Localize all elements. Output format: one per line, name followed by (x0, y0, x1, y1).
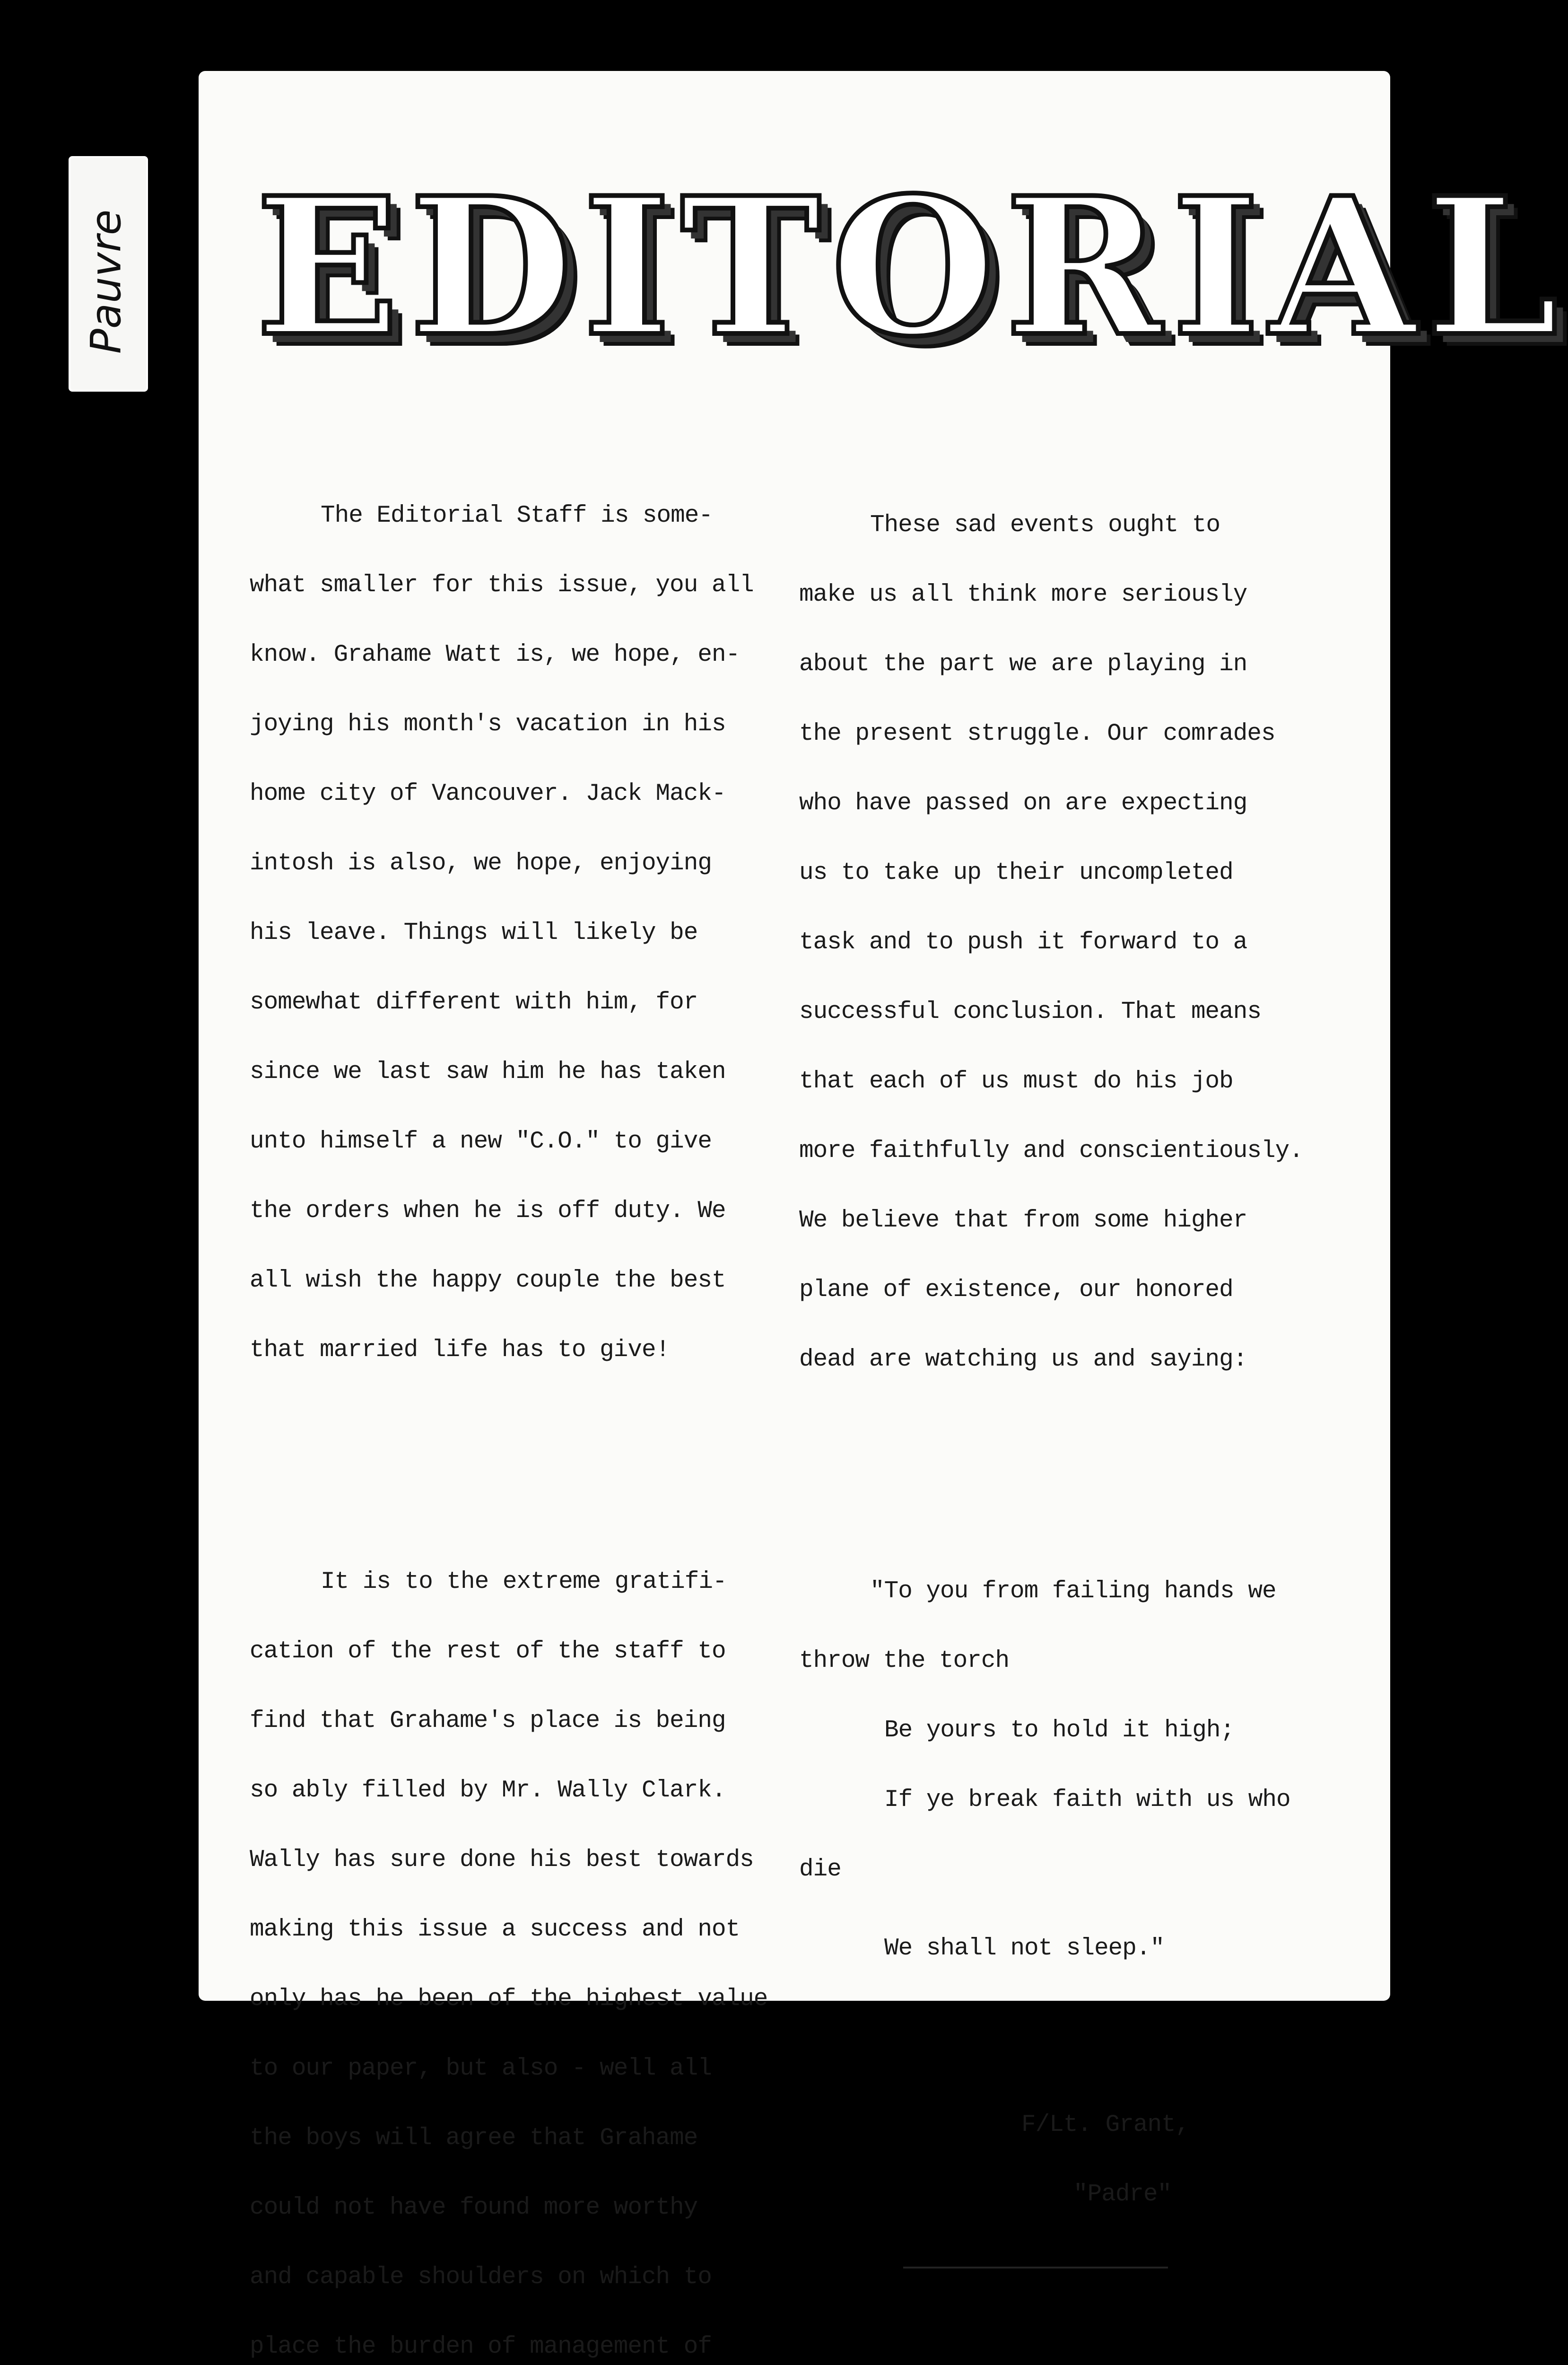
text-line: We believe that from some higher (799, 1207, 1247, 1234)
text-line: the present struggle. Our comrades (799, 720, 1275, 747)
text-line: It is to the extreme gratifi- (321, 1568, 727, 1595)
text-line: the orders when he is off duty. We (250, 1198, 726, 1225)
poem-line: throw the torch (799, 1647, 1010, 1674)
text-line: could not have found more worthy (250, 2194, 698, 2221)
text-line: The Editorial Staff is some- (321, 502, 713, 529)
section-divider (903, 2267, 1168, 2269)
text-line: unto himself a new "C.O." to give (250, 1128, 712, 1155)
signature-name: F/Lt. Grant, (1021, 2111, 1190, 2138)
signature-title: "Padre" (1073, 2181, 1172, 2208)
paragraph-sad-events (799, 467, 1376, 1418)
masthead (255, 156, 1568, 378)
text-line: make us all think more seriously (799, 581, 1247, 608)
text-line: know. Grahame Watt is, we hope, en- (250, 641, 740, 668)
archive-tag (69, 156, 148, 392)
poem-flanders-fields (799, 1533, 1376, 2006)
text-line: dead are watching us and saying: (799, 1346, 1247, 1373)
text-line: what smaller for this issue, you all (250, 572, 754, 599)
text-line: making this issue a success and not (250, 1916, 740, 1943)
poem-line: If ye break faith with us who (884, 1787, 1290, 1813)
text-line: us to take up their uncompleted (799, 859, 1233, 886)
text-line: successful conclusion. That means (799, 999, 1261, 1025)
text-line: to our paper, but also - well all (250, 2055, 712, 2082)
text-line: joying his month's vacation in his (250, 711, 726, 738)
text-line: cation of the rest of the staff to (250, 1638, 726, 1665)
text-line: his leave. Things will likely be (250, 920, 698, 946)
text-line: place the burden of management of (250, 2333, 712, 2360)
text-line: about the part we are playing in (799, 651, 1247, 678)
text-line: task and to push it forward to a (799, 929, 1247, 956)
right-column (799, 421, 1376, 2365)
text-line: since we last saw him he has taken (250, 1059, 726, 1086)
text-line: that married life has to give! (250, 1337, 670, 1364)
text-line: find that Grahame's place is being (250, 1708, 726, 1734)
text-line: plane of existence, our honored (799, 1277, 1233, 1304)
poem-line: We shall not sleep." (884, 1935, 1165, 1962)
masthead-title: EDITORIAL (255, 156, 1568, 378)
paragraph-staff-news (250, 458, 812, 1408)
text-line: who have passed on are expecting (799, 790, 1247, 817)
text-line: the boys will agree that Grahame (250, 2125, 698, 2152)
text-line: that each of us must do his job (799, 1068, 1233, 1095)
left-column (250, 412, 812, 2365)
text-line: Wally has sure done his best towards (250, 1847, 754, 1874)
poem-line: die (799, 1856, 841, 1883)
text-line: intosh is also, we hope, enjoying (250, 850, 712, 877)
text-line: so ably filled by Mr. Wally Clark. (250, 1777, 726, 1804)
text-line: more faithfully and conscientiously. (799, 1138, 1303, 1165)
text-line: and capable shoulders on which to (250, 2264, 712, 2291)
poem-line: Be yours to hold it high; (884, 1717, 1235, 1744)
text-line: home city of Vancouver. Jack Mack- (250, 780, 726, 807)
archive-tag-label: Pauvre (81, 209, 131, 354)
text-line: only has he been of the highest value (250, 1986, 768, 2013)
paragraph-wally-clark (250, 1524, 812, 2365)
poem-line: "To you from failing hands we (870, 1578, 1276, 1605)
document-page (199, 71, 1568, 2360)
text-line: These sad events ought to (870, 512, 1220, 539)
text-line: all wish the happy couple the best (250, 1267, 726, 1294)
text-line: somewhat different with him, for (250, 989, 698, 1016)
